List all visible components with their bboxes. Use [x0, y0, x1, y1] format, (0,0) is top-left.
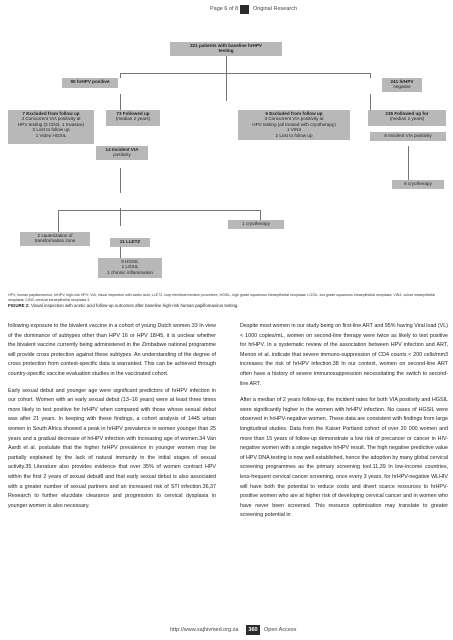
paragraph: following exposure to the bivalent vaccine in a cohort of young Dutch women.33 In view of the dominance of subtypes other than HPV 16 or HPV 18/45, it is unclear whether the bivalent vaccine currently being administered in the Zimbabwe national programme will provide cross protection against these subtypes. An understanding of the degree of cross protection from context-specific data is warranted. This can be achieved through country-specific vaccine evaluation studies in the vaccinated cohort.	[8, 323, 216, 377]
connector-line	[120, 94, 121, 110]
connector-line	[408, 146, 409, 180]
figure-caption	[8, 303, 446, 308]
section-label: Original Research	[253, 6, 298, 12]
figure-notes: HPV, human papillomavirus; hrHPV, high-risk HPV; VIA, visual inspection with acetic acid; LLETZ, loop electrical excision procedure; HGSIL, high grade squamous intraepithelial neoplasia; LGSIL, low grade squamous intraepithelial neoplasia; VIN3, vulvar intraepithelial neoplasia; CIN3, cervical intraepithelial neoplasia 3.	[8, 293, 436, 302]
paragraph: Despite most women in our study being on first-line ART and 95% having Viral load (VL) < 1000 copies/mL, women on second-line therapy were twice as likely to test positive for hrHPV. In a systematic review of the association between HPV infection and ART, Menon et al. indicate that severe immuno-suppression of CD4 counts < 200 cells/mm3 increases the risk of hrHPV infection.38 In our context, women on second-line ART often have a history of severe immunosuppression necessitating the switch to second-line ART.	[240, 323, 448, 387]
incident-via-6-box: 6 Incident VIA positivity	[370, 132, 446, 141]
connector-line	[120, 73, 121, 78]
root-box: 321 patients with baseline hrHPV testing	[170, 42, 282, 56]
page-indicator: Page 6 of 8	[210, 6, 239, 12]
connector-line	[260, 210, 261, 220]
connector-line	[226, 56, 227, 101]
connector-line	[58, 210, 260, 211]
flow-diagram	[0, 18, 453, 308]
body-column-left	[8, 322, 216, 518]
caption-label: FIGURE 2:	[8, 303, 30, 308]
header-divider-block	[240, 5, 249, 14]
open-access-label: Open Access	[264, 627, 297, 633]
followed-235-box: 235 Followed up for (median 2 years)	[368, 110, 446, 126]
cryotherapy-8-box: 8 cryotherapy	[392, 180, 444, 189]
excluded-left-box: 7 Excluded from follow up 4 Concurrent VIA positivity at HPV testing (3 CIN3, 1 Invasive) 2 Lost to follow up 1 Video HGSIL	[8, 110, 94, 144]
connector-line	[370, 94, 371, 110]
page-footer	[0, 625, 453, 637]
page-number: 360	[246, 625, 260, 635]
caption-text: Visual inspection with acetic acid follow-up outcomes after baseline high-risk human papillomavirus testing.	[29, 303, 239, 308]
paragraph: Early sexual debut and younger age were significant predictors of hrHPV infection in our cohort. Women with an early sexual debut (13–16 years) were at least three times more likely to test positive for hrHPV when compared with those whose sexual debut was after 21 years. In keeping with these findings, a cohort analysis of 1445 urban women in South Africa showed a peak in hrHPV prevalence in women younger than 25 years and a gradual decrease of hrHPV infection with increasing age of women.34 Van Aardt et al. postulate that the higher hrHPV prevalence in younger women may be partially explained by the lack of natural immunity in the initial stages of sexual activity.35 Literature also provides evidence that over 35% of women contract HPV within the first 2 years of sexual debut8 and that early sexual debut is also associated with a greater number of sexual partners and an increased risk of STI infection.36,37 Research to further elucidate clearance and progression to cervical dysplasia in younger women is also necessary.	[8, 387, 216, 509]
hrhpv-positive-box: 90 hrHPV positive	[62, 78, 118, 88]
connector-line	[370, 73, 371, 78]
connector-line	[120, 168, 121, 193]
connector-line	[58, 210, 59, 232]
connector-line	[120, 73, 370, 74]
outcomes-box: 9 HGSIL 1 LGSIL 1 chronic inflammation	[98, 258, 162, 278]
followed-73-box: 73 Followed up (median 2 years)	[106, 110, 160, 126]
cauterization-box: 2 cauterization of transformation zone	[20, 232, 90, 246]
body-column-right	[240, 322, 448, 528]
cryotherapy-1-box: 1 cryotherapy	[228, 220, 284, 229]
hrhpv-negative-box: 241 hrHPV negative	[382, 78, 422, 92]
incident-via-box: 14 Incident VIA positivity	[96, 146, 148, 160]
lletz-11-box: 11 LLETZ	[110, 238, 150, 247]
paragraph: After a median of 2 years follow-up, the incident rates for both VIA positivity and HGSIL were significantly higher in the women with hrHPV infection. No cases of HGSIL were observed in hrHPV-negative women. These data are consistent with findings from large longitudinal studies. Data from the Kaiser Portland cohort of over 20 000 women and more than 15 years of follow-up demonstrate a low risk of precancer or cancer in HIV-negative women with a single negative hrHPV result. The high negative predictive value of HPV DNA testing is now well established, hence the adoption by many global cervical screening programmes as the primary screening tool.11,39 In low-income countries, less-frequent cervical cancer screening, once every 3 years, for hrHPV-negative WLHIV will have both the potential to reduce costs and divert scarce resources to hrHPV-positive women who are at higher risk of developing cervical cancer and in women who have never been screened. This resource optimisation may translate to greater screening potential in	[240, 397, 448, 519]
journal-url[interactable]: http://www.sajhivmed.org.za	[170, 627, 239, 633]
excluded-right-box: 6 Excluded from follow up 3 Concurrent VIA positivity at HPV testing (all treated with cryotherapy) 1 VIN3 2 Lost to follow up	[238, 110, 350, 140]
page-header	[0, 5, 453, 17]
